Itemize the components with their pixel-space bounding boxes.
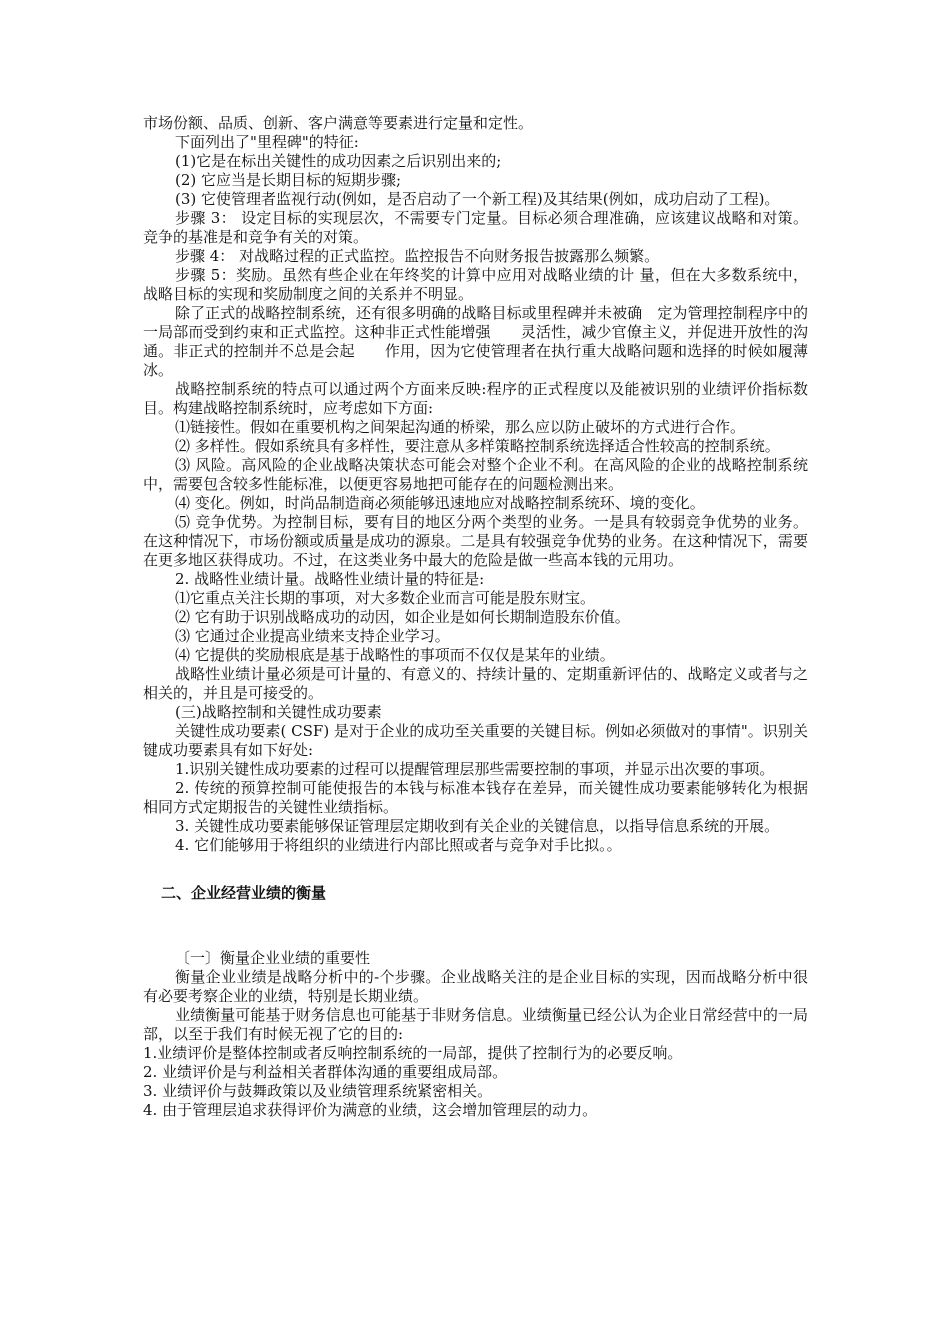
paragraph: 步骤 4： 对战略过程的正式监控。监控报告不向财务报告披露那么频繁。 xyxy=(175,247,660,265)
paragraph: 步骤 3： 设定目标的实现层次，不需要专门定量。目标必须合理准确，应该建议战略和对策。竞争的基准是和竞争有关的对策。 xyxy=(143,209,808,246)
list-item: 3. 业绩评价与鼓舞政策以及业绩管理系统紧密相关。 xyxy=(143,1082,493,1100)
list-item: ⑸ 竞争优势。为控制目标，要有目的地区分两个类型的业务。一是具有较弱竞争优势的业务。在这种情况下，市场份额或质量是成功的源泉。二是具有较强竞争优势的业务。在这种情况下，需要在更多地区获得成功。不过，在这类业务中最大的危险是做一些高本钱的元用功。 xyxy=(143,513,808,569)
paragraph: 步骤 5：奖励。虽然有些企业在年终奖的计算中应用对战略业绩的计 量，但在大多数系统中，战略目标的实现和奖励制度之间的关系并不明显。 xyxy=(143,266,808,303)
list-item: ⑴它重点关注长期的事项，对大多数企业而言可能是股东财宝。 xyxy=(175,589,596,607)
list-item: 2. 传统的预算控制可能使报告的本钱与标准本钱存在差异，而关键性成功要素能够转化为根据相同方式定期报告的关键性业绩指标。 xyxy=(143,779,808,816)
spacer xyxy=(143,931,808,949)
list-item: ⑵ 多样性。假如系统具有多样性，要注意从多样策略控制系统选择适合性较高的控制系统。 xyxy=(175,437,780,455)
list-item: ⑶ 风险。高风险的企业战略决策状态可能会对整个企业不利。在高风险的企业的战略控制系统中，需要包含较多性能标准，以便更容易地把可能存在的问题检测出来。 xyxy=(143,456,808,493)
list-item: (2) 它应当是长期目标的短期步骤; xyxy=(175,171,402,189)
paragraph: 衡量企业业绩是战略分析中的-个步骤。企业战略关注的是企业目标的实现，因而战略分析中很有必要考察企业的业绩，特别是长期业绩。 xyxy=(143,968,808,1005)
spacer xyxy=(143,855,808,883)
paragraph: 市场份额、品质、创新、客户满意等要素进行定量和定性。 xyxy=(143,114,534,132)
paragraph: 战略性业绩计量必须是可计量的、有意义的、持续计量的、定期重新评估的、战略定义或者与之相关的，并且是可接受的。 xyxy=(143,665,808,702)
list-item: 4. 它们能够用于将组织的业绩进行内部比照或者与竞争对手比拟。。 xyxy=(175,836,622,854)
document-body xyxy=(143,114,808,1120)
paragraph: 关键性成功要素( CSF) 是对于企业的成功至关重要的关键目标。例如必须做对的事情"。识别关键成功要素具有如下好处: xyxy=(143,722,808,759)
spacer xyxy=(143,903,808,931)
subsection-title: 〔一〕衡量企业业绩的重要性 xyxy=(175,949,371,967)
list-item: 3. 关键性成功要素能够保证管理层定期收到有关企业的关键信息，以指导信息系统的开展。 xyxy=(175,817,780,835)
list-item: ⑵ 它有助于识别战略成功的动因，如企业是如何长期制造股东价值。 xyxy=(175,608,630,626)
list-item: ⑶ 它通过企业提高业绩来支持企业学习。 xyxy=(175,627,450,645)
paragraph: 2. 战略性业绩计量。战略性业绩计量的特征是: xyxy=(175,570,485,588)
list-item: 1.识别关键性成功要素的过程可以提醒管理层那些需要控制的事项，并显示出次要的事项。 xyxy=(175,760,775,778)
paragraph: 除了正式的战略控制系统，还有很多明确的战略目标或里程碑并未被确 定为管理控制程序中的一局部而受到约束和正式监控。这种非正式性能增强 灵活性，减少官僚主义，并促进开放性的沟通。非正式的控制并不总是会起 作用，因为它使管理者在执行重大战略问题和选择的时候如履薄冰。 xyxy=(143,304,808,379)
paragraph: 下面列出了"里程碑"的特征: xyxy=(175,133,359,151)
list-item: ⑴链接性。假如在重要机构之间架起沟通的桥梁，那么应以防止破坏的方式进行合作。 xyxy=(175,418,746,436)
list-item: ⑷ 它提供的奖励根底是基于战略性的事项而不仅仅是某年的业绩。 xyxy=(175,646,615,664)
list-item: (3) 它使管理者监视行动(例如，是否启动了一个新工程)及其结果(例如，成功启动了工程)。 xyxy=(175,190,780,208)
list-item: 1.业绩评价是整体控制或者反响控制系统的一局部，提供了控制行为的必要反响。 xyxy=(143,1044,683,1062)
section-heading: 二、企业经营业绩的衡量 xyxy=(161,884,327,902)
paragraph: 业绩衡量可能基于财务信息也可能基于非财务信息。业绩衡量已经公认为企业日常经营中的一局部，以至于我们有时候无视了它的目的: xyxy=(143,1006,808,1043)
subsection-title: (三)战略控制和关键性成功要素 xyxy=(175,703,382,721)
list-item: ⑷ 变化。例如，时尚品制造商必须能够迅速地应对战略控制系统环、境的变化。 xyxy=(175,494,705,512)
list-item: 2. 业绩评价是与利益相关者群体沟通的重要组成局部。 xyxy=(143,1063,508,1081)
paragraph: 战略控制系统的特点可以通过两个方面来反映:程序的正式程度以及能被识别的业绩评价指标数目。构建战略控制系统时，应考虑如下方面: xyxy=(143,380,808,417)
list-item: 4. 由于管理层追求获得评价为满意的业绩，这会增加管理层的动力。 xyxy=(143,1101,598,1119)
list-item: (1)它是在标出关键性的成功因素之后识别出来的; xyxy=(175,152,502,170)
